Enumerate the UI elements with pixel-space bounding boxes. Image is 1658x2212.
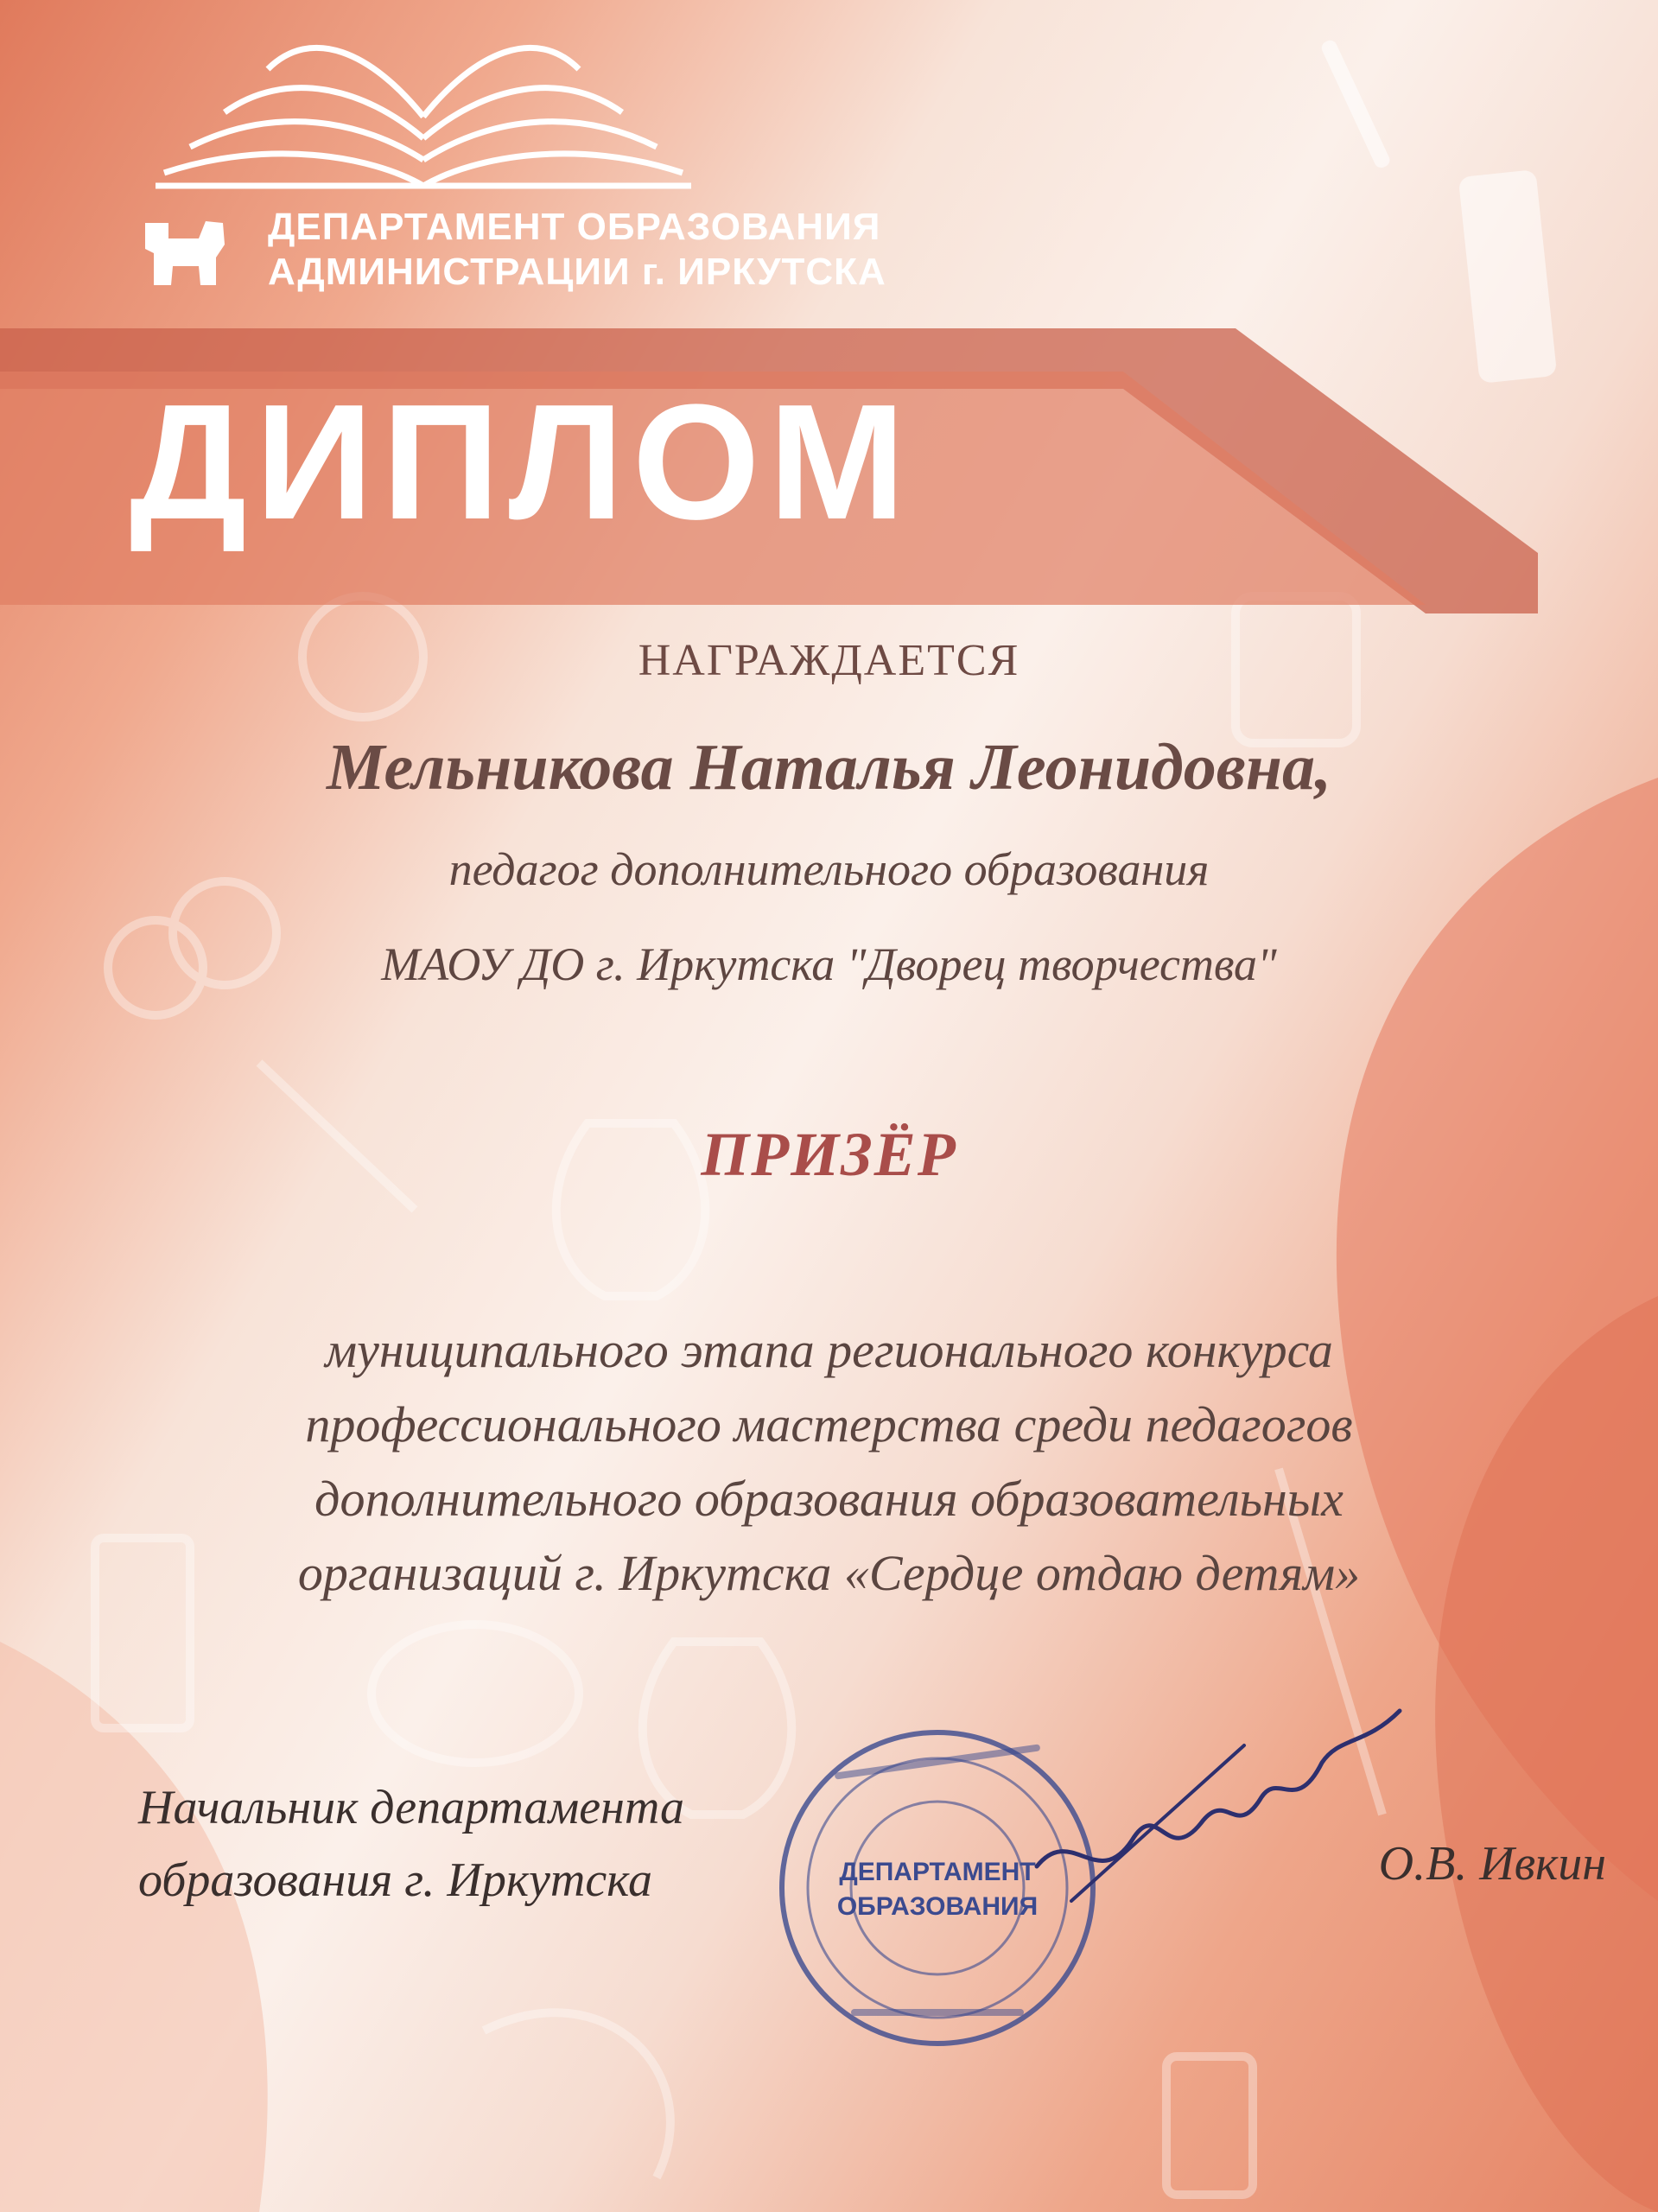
department-name-line1: ДЕПАРТАМЕНТ ОБРАЗОВАНИЯ xyxy=(268,206,881,248)
document-title: ДИПЛОМ xyxy=(130,371,914,554)
contest-line: организаций г. Иркутска «Сердце отдаю детям» xyxy=(297,1545,1361,1601)
contest-line: муниципального этапа регионального конкурса xyxy=(325,1322,1333,1378)
department-name-line2: АДМИНИСТРАЦИИ г. ИРКУТСКА xyxy=(268,251,886,293)
stamp-text-line2: ОБРАЗОВАНИЯ xyxy=(836,1892,1039,1921)
contest-line: дополнительного образования образовательных xyxy=(314,1471,1344,1527)
signatory-title-line: Начальник департамента xyxy=(138,1781,685,1834)
department-logo xyxy=(138,9,886,294)
contest-description xyxy=(0,1313,1658,1611)
stamp-text-line1: ДЕПАРТАМЕНТ xyxy=(839,1858,1036,1886)
award-rank: ПРИЗЁР xyxy=(701,1120,957,1189)
irkutsk-babr-icon xyxy=(138,206,233,292)
handwritten-signature xyxy=(1020,1694,1417,1918)
signatory-name: О.В. Ивкин xyxy=(1378,1837,1606,1891)
signatory-title xyxy=(138,1771,684,1916)
awarded-label: НАГРАЖДАЕТСЯ xyxy=(638,636,1020,685)
contest-line: профессионального мастерства среди педагогов xyxy=(305,1396,1353,1452)
recipient-name: Мельникова Наталья Леонидовна, xyxy=(327,731,1331,804)
recipient-position: педагог дополнительного образования xyxy=(448,843,1210,895)
signatory-title-line: образования г. Иркутска xyxy=(138,1853,652,1907)
recipient-organization: МАОУ ДО г. Иркутска "Дворец творчества" xyxy=(381,938,1277,990)
open-book-icon xyxy=(138,9,691,199)
